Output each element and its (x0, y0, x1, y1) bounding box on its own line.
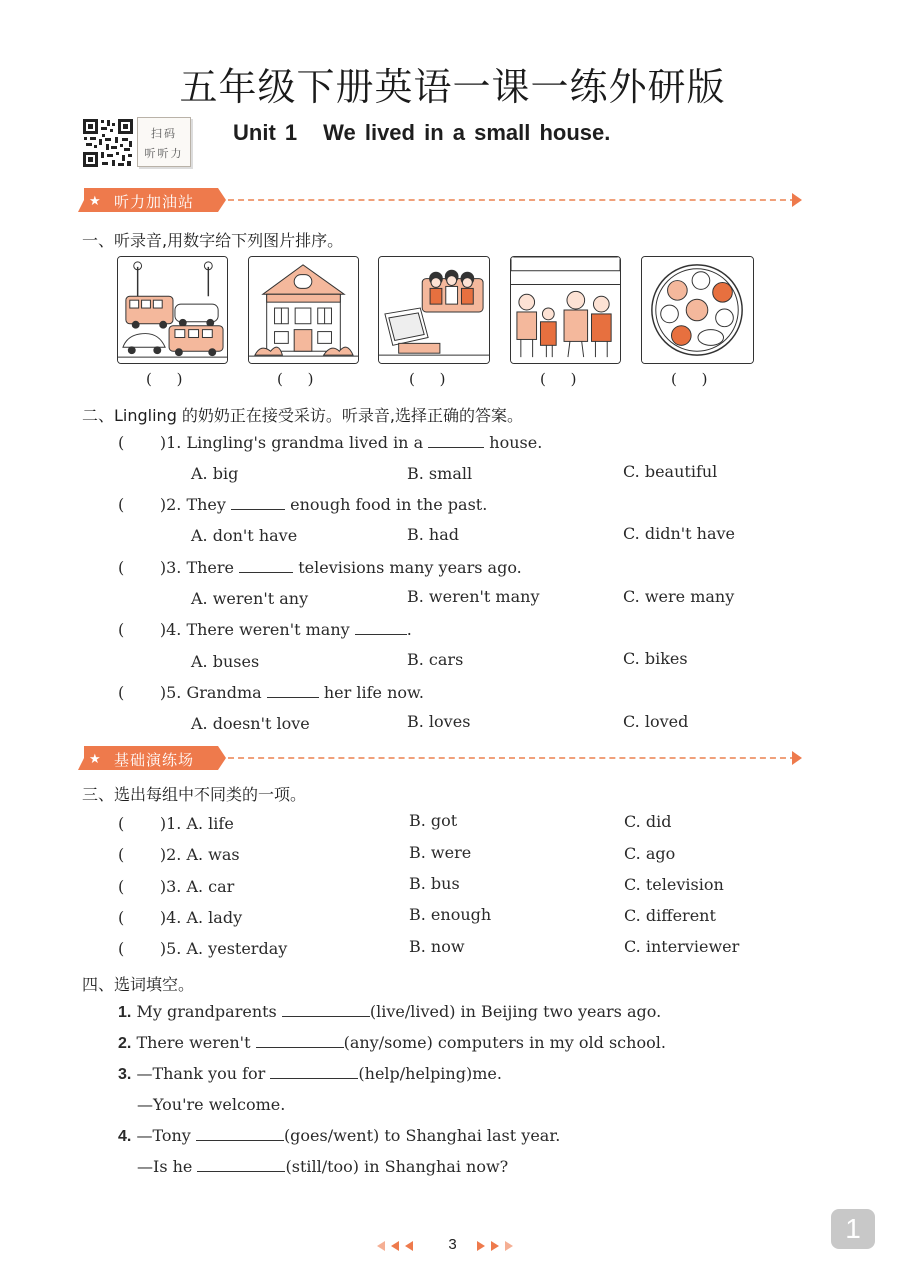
s4-i2-num: 2. (118, 1035, 132, 1052)
answer-paren-2[interactable]: ( ) (277, 370, 314, 388)
s3-row-4: ( )4. A. lady (118, 908, 243, 927)
s4-i3-after: (help/helping)me. (358, 1064, 502, 1083)
s3-r2-option-c[interactable]: C. ago (624, 844, 676, 863)
scan-label-line1: 扫码 (151, 127, 177, 140)
s2-q1-num: 1. (166, 433, 182, 452)
svg-text:★: ★ (89, 194, 101, 209)
s2-q4-after: . (406, 620, 412, 639)
section1-heading: 一、听录音,用数字给下列图片排序。 (82, 231, 344, 250)
banner-basic-text: 基础演练场 (114, 751, 195, 769)
answer-paren-3[interactable]: ( ) (409, 370, 446, 388)
s3-r3-option-a[interactable]: A. car (186, 877, 235, 896)
page-number: 3 (448, 1236, 457, 1253)
s3-r2-option-b[interactable]: B. were (409, 843, 472, 862)
s2-q2-blank[interactable] (231, 496, 285, 510)
s4-i3-reply-text: —You're welcome. (137, 1095, 286, 1114)
s3-row-5: ( )5. A. yesterday (118, 939, 288, 958)
page-title: 五年级下册英语一课一练外研版 (179, 65, 726, 109)
s2-q5-blank[interactable] (267, 684, 319, 698)
s3-r2-option-a[interactable]: A. was (186, 845, 240, 864)
picture-street (117, 256, 228, 364)
s2-q4-text: There weren't many (186, 620, 350, 639)
answer-paren-5[interactable]: ( ) (671, 370, 708, 388)
s4-i3-blank[interactable] (270, 1065, 358, 1079)
s2-q5-option-b[interactable]: B. loves (407, 712, 471, 731)
svg-text:★: ★ (89, 752, 101, 767)
basic-practice-banner (78, 746, 808, 772)
banner-dashed-line (228, 199, 796, 201)
s2-q2-after: enough food in the past. (290, 495, 488, 514)
scan-to-listen-label[interactable] (137, 117, 191, 167)
s2-q1-text: Lingling's grandma lived in a (186, 433, 424, 452)
s3-r3-option-b[interactable]: B. bus (409, 874, 460, 893)
s2-q2-option-b[interactable]: B. had (407, 525, 460, 544)
s3-r1-option-a[interactable]: A. life (186, 814, 234, 833)
s3-r4-option-c[interactable]: C. different (624, 906, 716, 925)
s2-q3-blank[interactable] (239, 559, 293, 573)
banner-listening-text: 听力加油站 (114, 193, 195, 211)
s4-item-3-reply (137, 1095, 285, 1114)
s4-i4-text: —Tony (136, 1126, 191, 1145)
s3-r5-num: 5. (166, 939, 182, 958)
s4-item-2 (118, 1033, 666, 1053)
s2-q3-option-b[interactable]: B. weren't many (407, 587, 540, 606)
s2-q5-after: her life now. (323, 683, 424, 702)
s2-q1-blank[interactable] (428, 434, 484, 448)
picture-family-tv (378, 256, 490, 364)
s3-r5-option-b[interactable]: B. now (409, 937, 465, 956)
s3-row-1: ( )1. A. life (118, 814, 234, 833)
s3-r5-option-c[interactable]: C. interviewer (624, 937, 740, 956)
unit-label: Unit 1 (233, 120, 298, 145)
s4-i1-blank[interactable] (282, 1003, 370, 1017)
s2-q3-option-a[interactable]: A. weren't any (191, 589, 309, 608)
family-portrait-image (511, 257, 620, 363)
s2-q2-text: They (186, 495, 226, 514)
s2-q3-text: There (186, 558, 235, 577)
next-arrow-icon (477, 1241, 485, 1251)
banner-dashed-line (228, 757, 796, 759)
s4-i3-text: —Thank you for (136, 1064, 266, 1083)
answer-paren-1[interactable]: ( ) (146, 370, 183, 388)
s4-i2-text: There weren't (136, 1033, 251, 1052)
s3-row-2: ( )2. A. was (118, 845, 240, 864)
picture-food-table (641, 256, 754, 364)
s4-i4-blank[interactable] (196, 1127, 284, 1141)
s2-q1-option-a[interactable]: A. big (191, 464, 239, 483)
banner-arrow-icon (792, 751, 802, 765)
unit-heading (233, 120, 610, 146)
s2-q1-option-c[interactable]: C. beautiful (623, 462, 718, 481)
s3-r5-option-a[interactable]: A. yesterday (186, 939, 288, 958)
s4-i4-q-after: (still/too) in Shanghai now? (285, 1157, 509, 1176)
s2-question-1: ( )1. Lingling's grandma lived in a house. (118, 433, 543, 452)
s4-item-3 (118, 1064, 502, 1084)
s3-row-3: ( )3. A. car (118, 877, 235, 896)
section3-heading: 三、选出每组中不同类的一项。 (82, 785, 307, 804)
s3-r1-option-c[interactable]: C. did (624, 812, 672, 831)
s2-question-2: ( )2. They enough food in the past. (118, 495, 488, 514)
section2-heading: 二、Lingling 的奶奶正在接受采访。听录音,选择正确的答案。 (82, 406, 524, 425)
s2-question-3: ( )3. There televisions many years ago. (118, 558, 522, 577)
s4-i4-num: 4. (118, 1128, 132, 1145)
next-arrow-icon (491, 1241, 499, 1251)
s2-q2-option-a[interactable]: A. don't have (191, 526, 298, 545)
scan-label-line2: 听听力 (144, 147, 184, 160)
s3-r2-num: 2. (166, 845, 182, 864)
s4-item-4-question (137, 1157, 508, 1176)
s4-item-1 (118, 1002, 661, 1022)
answer-paren-4[interactable]: ( ) (540, 370, 577, 388)
s2-question-5: ( )5. Grandma her life now. (118, 683, 424, 702)
s4-i2-blank[interactable] (256, 1034, 344, 1048)
picture-family (510, 256, 621, 364)
family-watching-tv-image (379, 257, 489, 363)
s2-q3-option-c[interactable]: C. were many (623, 587, 735, 606)
food-table-image (642, 257, 753, 363)
s2-q4-option-c[interactable]: C. bikes (623, 649, 688, 668)
s4-i4-q-text: —Is he (137, 1157, 193, 1176)
s3-r4-option-a[interactable]: A. lady (186, 908, 243, 927)
s2-q5-option-a[interactable]: A. doesn't love (191, 714, 310, 733)
banner-arrow-icon (792, 193, 802, 207)
unit-name: We lived in a small house. (323, 120, 611, 145)
s2-q4-num: 4. (166, 620, 182, 639)
section4-heading: 四、选词填空。 (82, 975, 195, 994)
page-badge[interactable]: 1 (831, 1209, 875, 1249)
s2-q5-num: 5. (166, 683, 182, 702)
next-arrow-icon (505, 1241, 513, 1251)
s4-i1-after: (live/lived) in Beijing two years ago. (369, 1002, 662, 1021)
s2-q2-option-c[interactable]: C. didn't have (623, 524, 736, 543)
s2-q1-option-b[interactable]: B. small (407, 464, 473, 483)
house-image (249, 257, 358, 363)
qr-code-icon[interactable] (82, 118, 134, 168)
s2-q4-blank[interactable] (355, 621, 407, 635)
s3-r3-option-c[interactable]: C. television (624, 875, 724, 894)
s2-q3-after: televisions many years ago. (298, 558, 522, 577)
s3-r1-option-b[interactable]: B. got (409, 811, 458, 830)
s2-q4-option-a[interactable]: A. buses (191, 652, 260, 671)
s4-i1-text: My grandparents (136, 1002, 277, 1021)
street-traffic-image (118, 257, 227, 363)
s3-r4-num: 4. (166, 908, 182, 927)
s2-q4-option-b[interactable]: B. cars (407, 650, 464, 669)
picture-house (248, 256, 359, 364)
s3-r4-option-b[interactable]: B. enough (409, 905, 492, 924)
s4-i4-q-blank[interactable] (197, 1158, 285, 1172)
s2-q5-text: Grandma (186, 683, 262, 702)
s4-i2-after: (any/some) computers in my old school. (343, 1033, 666, 1052)
s4-i4-after: (goes/went) to Shanghai last year. (283, 1126, 561, 1145)
s4-item-4 (118, 1126, 560, 1146)
s2-q5-option-c[interactable]: C. loved (623, 712, 689, 731)
s2-question-4: ( )4. There weren't many . (118, 620, 412, 639)
s2-q3-num: 3. (166, 558, 182, 577)
s2-q2-num: 2. (166, 495, 182, 514)
s3-r3-num: 3. (166, 877, 182, 896)
s3-r1-num: 1. (166, 814, 182, 833)
s2-q1-after: house. (489, 433, 543, 452)
listening-banner (78, 188, 808, 214)
s4-i3-num: 3. (118, 1066, 132, 1083)
s4-i1-num: 1. (118, 1004, 132, 1021)
